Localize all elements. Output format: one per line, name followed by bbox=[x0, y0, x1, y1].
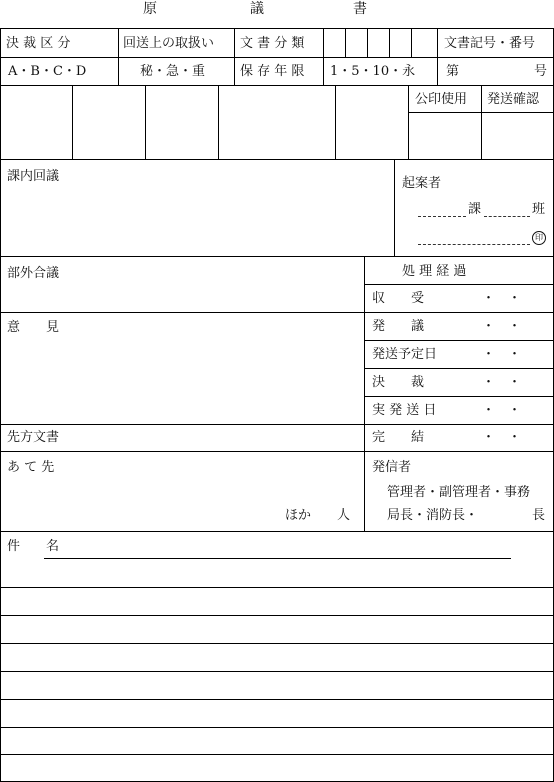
line-process-r3 bbox=[364, 368, 554, 369]
line-blank-6 bbox=[0, 727, 554, 728]
process-row-date: ・ ・ bbox=[482, 375, 522, 390]
title-char-1: 原 bbox=[143, 1, 157, 17]
retention-label: 保 存 年 限 bbox=[240, 64, 305, 79]
title-char-2: 議 bbox=[250, 1, 264, 17]
line-blank-3 bbox=[0, 643, 554, 644]
seal-mark: 印 bbox=[532, 231, 546, 245]
vline-r1-cls1 bbox=[345, 28, 346, 57]
border-top bbox=[0, 28, 554, 29]
sender-label: 発信者 bbox=[372, 460, 412, 475]
vline-stamp-4 bbox=[335, 85, 336, 159]
vline-r1-cls2 bbox=[367, 28, 368, 57]
process-row-label: 発 議 bbox=[372, 319, 425, 334]
sender-line2-suffix: 長 bbox=[532, 508, 546, 523]
vline-review bbox=[394, 159, 395, 256]
vline-stamp-3 bbox=[218, 85, 219, 159]
retention-values: 1・5・10・永 bbox=[330, 64, 416, 79]
subject-label: 件 名 bbox=[7, 539, 60, 554]
line-process-r2 bbox=[364, 340, 554, 341]
line-stamp-row-bottom bbox=[0, 159, 554, 160]
line-recipient-bottom bbox=[0, 531, 554, 532]
vline-r1-cls4 bbox=[411, 28, 412, 57]
vline-process bbox=[364, 256, 365, 531]
line-row1-bottom bbox=[0, 57, 554, 58]
border-left bbox=[0, 28, 1, 782]
other-doc-label: 先方文書 bbox=[7, 430, 60, 445]
doc-number-label: 文書記号・番号 bbox=[444, 36, 536, 51]
opinion-label: 意 見 bbox=[7, 320, 60, 335]
team-dashline bbox=[484, 216, 530, 217]
official-seal-label: 公印使用 bbox=[415, 92, 468, 107]
line-process-r4 bbox=[364, 396, 554, 397]
section-dashline bbox=[418, 216, 466, 217]
process-row-label: 収 受 bbox=[372, 291, 425, 306]
process-row-date: ・ ・ bbox=[482, 403, 522, 418]
process-row-label: 発送予定日 bbox=[372, 347, 438, 362]
vline-r12-d bbox=[437, 28, 438, 85]
process-row-label: 完 結 bbox=[372, 430, 425, 445]
sender-line1: 管理者・副管理者・事務 bbox=[387, 485, 531, 500]
sender-line2: 局長・消防長・ bbox=[387, 508, 479, 523]
line-blank-2 bbox=[0, 615, 554, 616]
line-review-bottom bbox=[0, 256, 554, 257]
process-row-label: 実 発 送 日 bbox=[372, 403, 437, 418]
line-blank-1 bbox=[0, 587, 554, 588]
team-char: 班 bbox=[532, 202, 546, 217]
drafter-label: 起案者 bbox=[402, 176, 442, 191]
process-row-date: ・ ・ bbox=[482, 291, 522, 306]
seal-dashline bbox=[418, 244, 530, 245]
subject-underline bbox=[44, 558, 511, 559]
vline-stamp-2 bbox=[145, 85, 146, 159]
process-row-date: ・ ・ bbox=[482, 347, 522, 362]
line-row2-bottom bbox=[0, 85, 554, 86]
vline-r12-a bbox=[118, 28, 119, 85]
number-suffix: 号 bbox=[534, 64, 548, 79]
process-header: 処 理 経 過 bbox=[402, 264, 467, 279]
title-char-3: 書 bbox=[353, 1, 367, 17]
process-row-label: 決 裁 bbox=[372, 375, 425, 390]
recipient-label: あ て 先 bbox=[7, 460, 55, 475]
number-prefix: 第 bbox=[446, 64, 460, 79]
line-blank-5 bbox=[0, 699, 554, 700]
vline-stamp-1 bbox=[72, 85, 73, 159]
line-blank-4 bbox=[0, 671, 554, 672]
process-row-date: ・ ・ bbox=[482, 430, 522, 445]
grade-options: A・B・C・D bbox=[8, 64, 87, 79]
internal-review-label: 課内回議 bbox=[7, 169, 60, 184]
dispatch-check-label: 発送確認 bbox=[487, 92, 540, 107]
line-consult-bottom bbox=[0, 312, 554, 313]
routing-label: 回送上の取扱い bbox=[123, 36, 215, 51]
section-char: 課 bbox=[468, 202, 482, 217]
process-row-date: ・ ・ bbox=[482, 319, 522, 334]
vline-r1-cls3 bbox=[389, 28, 390, 57]
line-process-header-bottom bbox=[364, 284, 554, 285]
external-consult-label: 部外合議 bbox=[7, 266, 60, 281]
vline-stamp-6 bbox=[481, 85, 482, 159]
recipient-others: ほか 人 bbox=[285, 508, 351, 523]
line-opinion-bottom bbox=[0, 424, 554, 425]
decision-class-label: 決 裁 区 分 bbox=[6, 36, 71, 51]
vline-stamp-5 bbox=[408, 85, 409, 159]
vline-r12-b bbox=[234, 28, 235, 85]
line-blank-7 bbox=[0, 754, 554, 755]
vline-r12-c bbox=[323, 28, 324, 85]
line-otherdoc-bottom bbox=[0, 451, 554, 452]
priority-options: 秘・急・重 bbox=[140, 64, 206, 79]
doc-class-label: 文 書 分 類 bbox=[240, 36, 305, 51]
